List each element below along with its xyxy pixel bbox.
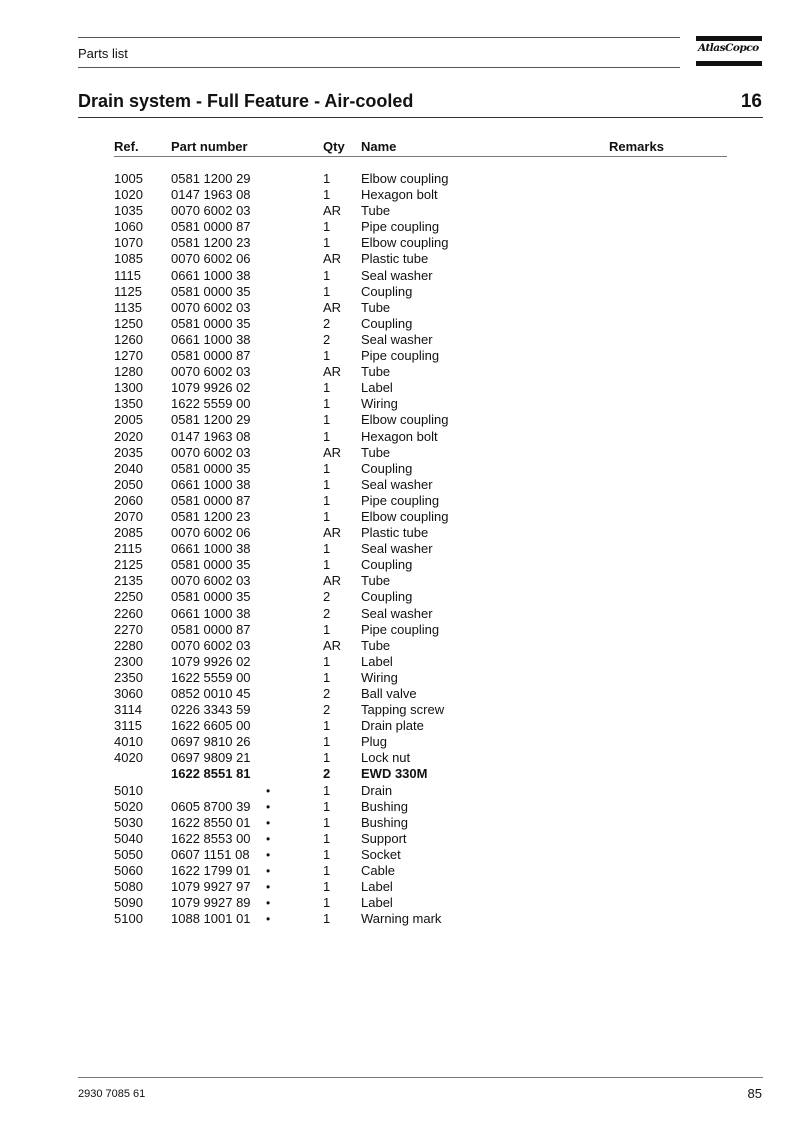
name-cell: Elbow coupling — [361, 508, 449, 524]
name-cell: Bushing — [361, 814, 408, 830]
part-number-cell: 0661 1000 38 — [171, 267, 251, 283]
qty-cell: 1 — [323, 171, 331, 186]
qty-cell: 1 — [323, 879, 331, 895]
ref-cell: 2060 — [114, 492, 143, 508]
part-number-cell: 0070 6002 06 — [171, 251, 251, 267]
ref-cell: 2020 — [114, 428, 143, 444]
page-title: Drain system - Full Feature - Air-cooled — [78, 91, 414, 111]
qty-cell: 1 — [323, 235, 331, 251]
qty-cell: 1 — [323, 669, 331, 685]
sub-item-bullet: • — [266, 783, 271, 798]
sub-item-bullet: • — [266, 847, 271, 862]
qty-cell: 1 — [323, 750, 331, 766]
qty-cell: 1 — [323, 396, 331, 412]
name-cell: Plastic tube — [361, 525, 429, 541]
part-number-cell: 0852 0010 45 — [171, 686, 251, 701]
part-number-cell: 0070 6002 03 — [171, 203, 251, 219]
ref-cell: 1060 — [114, 219, 143, 235]
ref-cell: 1005 — [114, 171, 143, 186]
qty-cell: 2 — [323, 686, 331, 701]
qty-cell: AR — [323, 573, 342, 589]
header-top-rule — [78, 37, 680, 38]
name-cell: Socket — [361, 846, 401, 862]
qty-cell: AR — [323, 299, 342, 315]
name-cell: Coupling — [361, 589, 413, 605]
table-row — [0, 235, 800, 251]
sub-item-bullet: • — [266, 864, 271, 879]
part-number-cell: 1622 5559 00 — [171, 669, 251, 685]
part-number-cell: 1079 9926 02 — [171, 653, 251, 669]
ref-cell: 5020 — [114, 798, 143, 814]
part-number-cell: 1079 9927 97 — [171, 879, 251, 895]
name-cell: Coupling — [361, 460, 413, 476]
name-cell: Tube — [361, 637, 391, 653]
qty-cell: AR — [323, 525, 342, 541]
name-cell: Pipe coupling — [361, 348, 440, 364]
part-number-cell: 1079 9927 89 — [171, 895, 251, 911]
ref-cell: 3114 — [114, 702, 142, 718]
ref-cell: 4020 — [114, 750, 143, 766]
table-row — [0, 268, 800, 284]
qty-cell: 1 — [323, 219, 331, 235]
name-cell: Pipe coupling — [361, 219, 440, 235]
name-cell: Coupling — [361, 315, 413, 331]
column-header-remarks: Remarks — [609, 139, 664, 154]
part-number-cell: 0581 1200 23 — [171, 235, 251, 251]
qty-cell: AR — [323, 444, 342, 460]
name-cell: Seal washer — [361, 267, 433, 283]
table-row — [0, 525, 800, 541]
table-row — [0, 573, 800, 589]
name-cell: Seal washer — [361, 476, 433, 492]
qty-cell: 1 — [323, 476, 331, 492]
name-cell: Elbow coupling — [361, 412, 449, 428]
column-header-ref: Ref. — [114, 139, 139, 154]
qty-cell: 1 — [323, 283, 331, 299]
ref-cell: 3060 — [114, 686, 143, 701]
table-row — [0, 670, 800, 686]
ref-cell: 2040 — [114, 460, 143, 476]
ref-cell: 1260 — [114, 331, 143, 347]
table-row — [0, 300, 800, 316]
qty-cell: 1 — [323, 460, 331, 476]
logo-text: AtlasCopco — [698, 42, 759, 54]
part-number-cell: 0070 6002 03 — [171, 444, 251, 460]
qty-cell: 1 — [323, 846, 331, 862]
table-row — [0, 203, 800, 219]
table-row — [0, 831, 800, 847]
table-row — [0, 219, 800, 235]
ref-cell: 1135 — [114, 299, 142, 315]
qty-cell: 1 — [323, 267, 331, 283]
part-number-cell: 1622 5559 00 — [171, 396, 251, 412]
part-number-cell: 1088 1001 01 — [171, 911, 251, 927]
name-cell: Elbow coupling — [361, 235, 449, 251]
table-row — [0, 332, 800, 348]
qty-cell: 1 — [323, 187, 331, 203]
qty-cell: 1 — [323, 911, 331, 927]
part-number-cell: 0581 0000 35 — [171, 557, 251, 573]
name-cell: Label — [361, 653, 393, 669]
part-number-cell: 0070 6002 03 — [171, 299, 251, 315]
ref-cell: 1070 — [114, 235, 143, 251]
name-cell: Plug — [361, 734, 388, 750]
name-cell: Lock nut — [361, 750, 411, 766]
qty-cell: 1 — [323, 653, 331, 669]
column-header-qty: Qty — [323, 139, 345, 154]
qty-cell: 1 — [323, 863, 331, 879]
table-row — [0, 509, 800, 525]
name-cell: Seal washer — [361, 541, 433, 557]
brand-logo — [696, 36, 762, 66]
part-number-cell: 1079 9926 02 — [171, 380, 251, 396]
part-number-cell: 1622 8550 01 — [171, 814, 251, 830]
table-row — [0, 622, 800, 638]
qty-cell: 1 — [323, 508, 331, 524]
ref-cell: 1300 — [114, 380, 143, 396]
qty-cell: 1 — [323, 348, 331, 364]
ref-cell: 1125 — [114, 283, 142, 299]
name-cell: Hexagon bolt — [361, 187, 438, 203]
part-number-cell: 0581 0000 35 — [171, 283, 251, 299]
table-row — [0, 654, 800, 670]
part-number-cell: 0581 0000 87 — [171, 621, 251, 637]
name-cell: Plastic tube — [361, 251, 429, 267]
name-cell: Tube — [361, 203, 391, 219]
name-cell: Tube — [361, 573, 391, 589]
sub-item-bullet: • — [266, 912, 271, 927]
ref-cell: 5080 — [114, 879, 143, 895]
name-cell: Wiring — [361, 669, 398, 685]
table-row — [0, 316, 800, 332]
column-header-part-number: Part number — [171, 139, 248, 154]
part-number-cell: 0070 6002 03 — [171, 637, 251, 653]
table-row — [0, 396, 800, 412]
name-cell: Pipe coupling — [361, 492, 440, 508]
part-number-cell: 1622 8553 00 — [171, 830, 251, 846]
part-number-cell: 0147 1963 08 — [171, 428, 251, 444]
ref-cell: 2350 — [114, 669, 143, 685]
name-cell: Drain plate — [361, 718, 424, 734]
qty-cell: 1 — [323, 557, 331, 573]
qty-cell: 2 — [323, 702, 331, 718]
qty-cell: 2 — [323, 589, 331, 605]
ref-cell: 5050 — [114, 846, 143, 862]
name-cell: Drain — [361, 782, 393, 798]
part-number-cell: 0581 1200 29 — [171, 412, 251, 428]
part-number-cell: 1622 1799 01 — [171, 863, 251, 879]
table-header-rule — [114, 156, 727, 157]
table-row — [0, 799, 800, 815]
part-number-cell: 0581 0000 35 — [171, 315, 251, 331]
qty-cell: 1 — [323, 718, 331, 734]
name-cell: Hexagon bolt — [361, 428, 438, 444]
ref-cell: 1115 — [114, 267, 141, 283]
part-number-cell: 0661 1000 38 — [171, 541, 251, 557]
table-row — [0, 734, 800, 750]
ref-cell: 2125 — [114, 557, 143, 573]
footer-rule — [78, 1077, 763, 1078]
ref-cell: 2135 — [114, 573, 143, 589]
qty-cell: 2 — [323, 315, 331, 331]
name-cell: Elbow coupling — [361, 171, 449, 186]
ref-cell: 2300 — [114, 653, 143, 669]
ref-cell: 1035 — [114, 203, 143, 219]
name-cell: Support — [361, 830, 407, 846]
qty-cell: 2 — [323, 331, 331, 347]
qty-cell: 1 — [323, 621, 331, 637]
ref-cell: 5090 — [114, 895, 143, 911]
table-row — [0, 863, 800, 879]
table-row — [0, 171, 800, 187]
part-number-cell: 1622 8551 81 — [171, 766, 251, 782]
table-row — [0, 606, 800, 622]
part-number-cell: 0581 1200 23 — [171, 508, 251, 524]
name-cell: Label — [361, 879, 393, 895]
part-number-cell: 0605 8700 39 — [171, 798, 251, 814]
name-cell: Tube — [361, 299, 391, 315]
ref-cell: 2270 — [114, 621, 143, 637]
qty-cell: 1 — [323, 541, 331, 557]
name-cell: Ball valve — [361, 686, 417, 701]
table-row — [0, 461, 800, 477]
section-number: 16 — [740, 91, 762, 112]
logo-bar-bottom — [696, 61, 762, 66]
sub-item-bullet: • — [266, 815, 271, 830]
ref-cell: 2085 — [114, 525, 143, 541]
table-row — [0, 493, 800, 509]
title-rule — [78, 117, 763, 118]
qty-cell: 1 — [323, 814, 331, 830]
ref-cell: 1250 — [114, 315, 143, 331]
ref-cell: 1270 — [114, 348, 143, 364]
table-row — [0, 380, 800, 396]
ref-cell: 4010 — [114, 734, 143, 750]
logo-bar-top — [696, 36, 762, 41]
name-cell: Warning mark — [361, 911, 442, 927]
ref-cell: 2050 — [114, 476, 143, 492]
part-number-cell: 0661 1000 38 — [171, 476, 251, 492]
part-number-cell: 0070 6002 06 — [171, 525, 251, 541]
table-row — [0, 895, 800, 911]
part-number-cell: 0661 1000 38 — [171, 605, 251, 621]
table-row — [0, 879, 800, 895]
table-row — [0, 847, 800, 863]
table-row — [0, 412, 800, 428]
qty-cell: AR — [323, 203, 342, 219]
ref-cell: 2005 — [114, 412, 143, 428]
ref-cell: 2115 — [114, 541, 142, 557]
ref-cell: 1280 — [114, 364, 143, 380]
name-cell: Label — [361, 895, 393, 911]
qty-cell: 1 — [323, 782, 331, 798]
name-cell: Wiring — [361, 396, 398, 412]
name-cell: Seal washer — [361, 605, 433, 621]
header-bottom-rule — [78, 67, 680, 68]
sub-item-bullet: • — [266, 799, 271, 814]
qty-cell: 1 — [323, 798, 331, 814]
part-number-cell: 0581 0000 87 — [171, 348, 251, 364]
ref-cell: 5040 — [114, 830, 143, 846]
name-cell: Bushing — [361, 798, 408, 814]
table-row — [0, 557, 800, 573]
part-number-cell: 0581 0000 87 — [171, 492, 251, 508]
sub-item-bullet: • — [266, 880, 271, 895]
sub-item-bullet: • — [266, 896, 271, 911]
part-number-cell: 0581 0000 35 — [171, 460, 251, 476]
name-cell: EWD 330M — [361, 766, 428, 782]
table-row — [0, 541, 800, 557]
ref-cell: 2280 — [114, 637, 143, 653]
header-label: Parts list — [78, 46, 128, 61]
name-cell: Pipe coupling — [361, 621, 440, 637]
ref-cell: 5100 — [114, 911, 143, 927]
qty-cell: 1 — [323, 380, 331, 396]
ref-cell: 2250 — [114, 589, 143, 605]
part-number-cell: 0581 1200 29 — [171, 171, 251, 186]
ref-cell: 1020 — [114, 187, 143, 203]
document-number: 2930 7085 61 — [78, 1088, 146, 1100]
page-number: 85 — [747, 1086, 762, 1101]
qty-cell: 2 — [323, 605, 331, 621]
sub-item-bullet: • — [266, 831, 271, 846]
part-number-cell: 1622 6605 00 — [171, 718, 251, 734]
name-cell: Coupling — [361, 557, 413, 573]
table-row — [0, 251, 800, 267]
ref-cell: 5030 — [114, 814, 143, 830]
table-row — [0, 686, 800, 702]
part-number-cell: 0070 6002 03 — [171, 573, 251, 589]
table-row — [0, 445, 800, 461]
name-cell: Seal washer — [361, 331, 433, 347]
ref-cell: 3115 — [114, 718, 142, 734]
part-number-cell: 0607 1151 08 — [171, 846, 250, 862]
qty-cell: AR — [323, 364, 342, 380]
table-row — [0, 284, 800, 300]
part-number-cell: 0697 9809 21 — [171, 750, 251, 766]
qty-cell: AR — [323, 251, 342, 267]
table-row — [0, 364, 800, 380]
name-cell: Tapping screw — [361, 702, 445, 718]
table-row — [0, 187, 800, 203]
part-number-cell: 0147 1963 08 — [171, 187, 251, 203]
ref-cell: 1350 — [114, 396, 143, 412]
table-row — [0, 348, 800, 364]
part-number-cell: 0226 3343 59 — [171, 702, 251, 718]
part-number-cell: 0581 0000 87 — [171, 219, 251, 235]
qty-cell: AR — [323, 637, 342, 653]
qty-cell: 1 — [323, 492, 331, 508]
name-cell: Tube — [361, 444, 391, 460]
table-row — [0, 638, 800, 654]
ref-cell: 1085 — [114, 251, 143, 267]
part-number-cell: 0581 0000 35 — [171, 589, 251, 605]
part-number-cell: 0070 6002 03 — [171, 364, 251, 380]
qty-cell: 1 — [323, 412, 331, 428]
table-row — [0, 911, 800, 927]
name-cell: Tube — [361, 364, 391, 380]
qty-cell: 2 — [323, 766, 331, 782]
table-row — [0, 766, 800, 782]
table-row — [0, 589, 800, 605]
ref-cell: 2035 — [114, 444, 143, 460]
ref-cell: 2070 — [114, 508, 143, 524]
table-row — [0, 815, 800, 831]
name-cell: Coupling — [361, 283, 413, 299]
table-row — [0, 783, 800, 799]
ref-cell: 5010 — [114, 782, 143, 798]
table-row — [0, 750, 800, 766]
ref-cell: 2260 — [114, 605, 143, 621]
table-row — [0, 702, 800, 718]
name-cell: Cable — [361, 863, 395, 879]
column-header-name: Name — [361, 139, 397, 154]
table-row — [0, 718, 800, 734]
qty-cell: 1 — [323, 895, 331, 911]
parts-table-body — [0, 171, 800, 927]
qty-cell: 1 — [323, 428, 331, 444]
part-number-cell: 0661 1000 38 — [171, 331, 251, 347]
qty-cell: 1 — [323, 734, 331, 750]
qty-cell: 1 — [323, 830, 331, 846]
table-row — [0, 429, 800, 445]
table-row — [0, 477, 800, 493]
name-cell: Label — [361, 380, 393, 396]
ref-cell: 5060 — [114, 863, 143, 879]
part-number-cell: 0697 9810 26 — [171, 734, 251, 750]
